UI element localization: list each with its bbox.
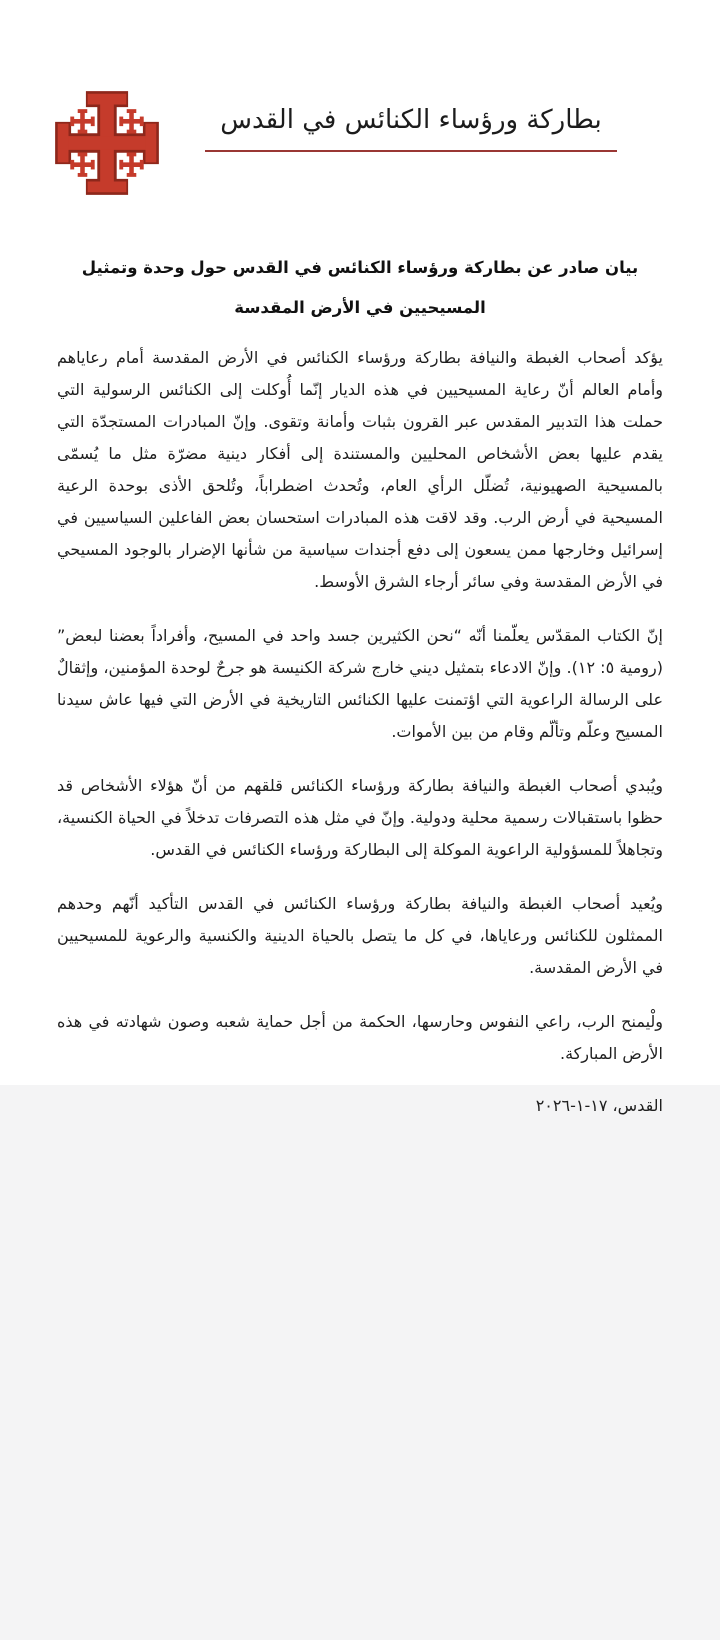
statement-paragraph: يؤكد أصحاب الغبطة والنيافة بطاركة ورؤساء الكنائس في الأرض المقدسة أمام رعاياهم وأمام العالم أنّ رعاية المسيحيين في هذه الديار إنّما أُوكلت إلى الكنائس الرسولية التي حملت هذا التدبير المقدس عبر القرون بثبات وأمانة وتقوى. وإنّ المبادرات المستجدّة التي يقدم عليها بعض الأشخاص المحليين والمستندة إلى أفكار دينية مضرّة مثل ما يُسمّى بالمسيحية الصهيونية، تُضلّل الرأي العام، وتُحدث اضطراباً، وتُلحق الأذى بوحدة الرعية المسيحية في أرض الرب. وقد لاقت هذه المبادرات استحسان بعض الفاعلين السياسيين في إسرائيل وخارجها ممن يسعون إلى دفع أجندات سياسية من شأنها الإضرار بالوجود المسيحي في الأرض المقدسة وفي سائر أرجاء الشرق الأوسط. (57, 348, 663, 591)
statement-body (57, 342, 663, 1070)
org-title-block (205, 102, 617, 152)
jerusalem-cross-icon (50, 86, 164, 200)
document-header (0, 0, 720, 248)
org-title: بطاركة ورؤساء الكنائس في القدس (205, 102, 617, 152)
statement-paragraph: ولْيمنح الرب، راعي النفوس وحارسها، الحكمة من أجل حماية شعبه وصون شهادته في هذه الأرض المباركة. (57, 1012, 663, 1063)
statement-paragraph: ويُبدي أصحاب الغبطة والنيافة بطاركة ورؤساء الكنائس قلقهم من أنّ هؤلاء الأشخاص قد حظوا باستقبالات رسمية محلية ودولية. وإنّ في مثل هذه التصرفات تدخلاً في الحياة الكنسية، وتجاهلاً للمسؤولية الراعوية الموكلة إلى البطاركة ورؤساء الكنائس في القدس. (57, 776, 663, 859)
statement-paragraph: إنّ الكتاب المقدّس يعلّمنا أنّه “نحن الكثيرين جسد واحد في المسيح، وأفراداً بعضنا لبعض” (رومية ٥: ١٢). وإنّ الادعاء بتمثيل ديني خارج شركة الكنيسة هو جرحٌ لوحدة المؤمنين، وإثقالٌ على الرسالة الراعوية التي اؤتمنت عليها الكنائس التاريخية في الأرض التي فيها عاش سيدنا المسيح وعلّم وتألّم وقام من بين الأموات. (57, 626, 663, 741)
page-backdrop (0, 1085, 720, 1640)
statement-heading: بيان صادر عن بطاركة ورؤساء الكنائس في القدس حول وحدة وتمثيل المسيحيين في الأرض المقدسة (81, 258, 639, 317)
date-line: القدس، ١٧-١-٢٠٢٦ (535, 1096, 663, 1115)
statement-paragraph: ويُعيد أصحاب الغبطة والنيافة بطاركة ورؤساء الكنائس في القدس التأكيد أنّهم وحدهم الممثلون للكنائس ورعاياها، في كل ما يتصل بالحياة الدينية والكنسية والرعوية للمسيحيين في الأرض المقدسة. (57, 894, 663, 977)
